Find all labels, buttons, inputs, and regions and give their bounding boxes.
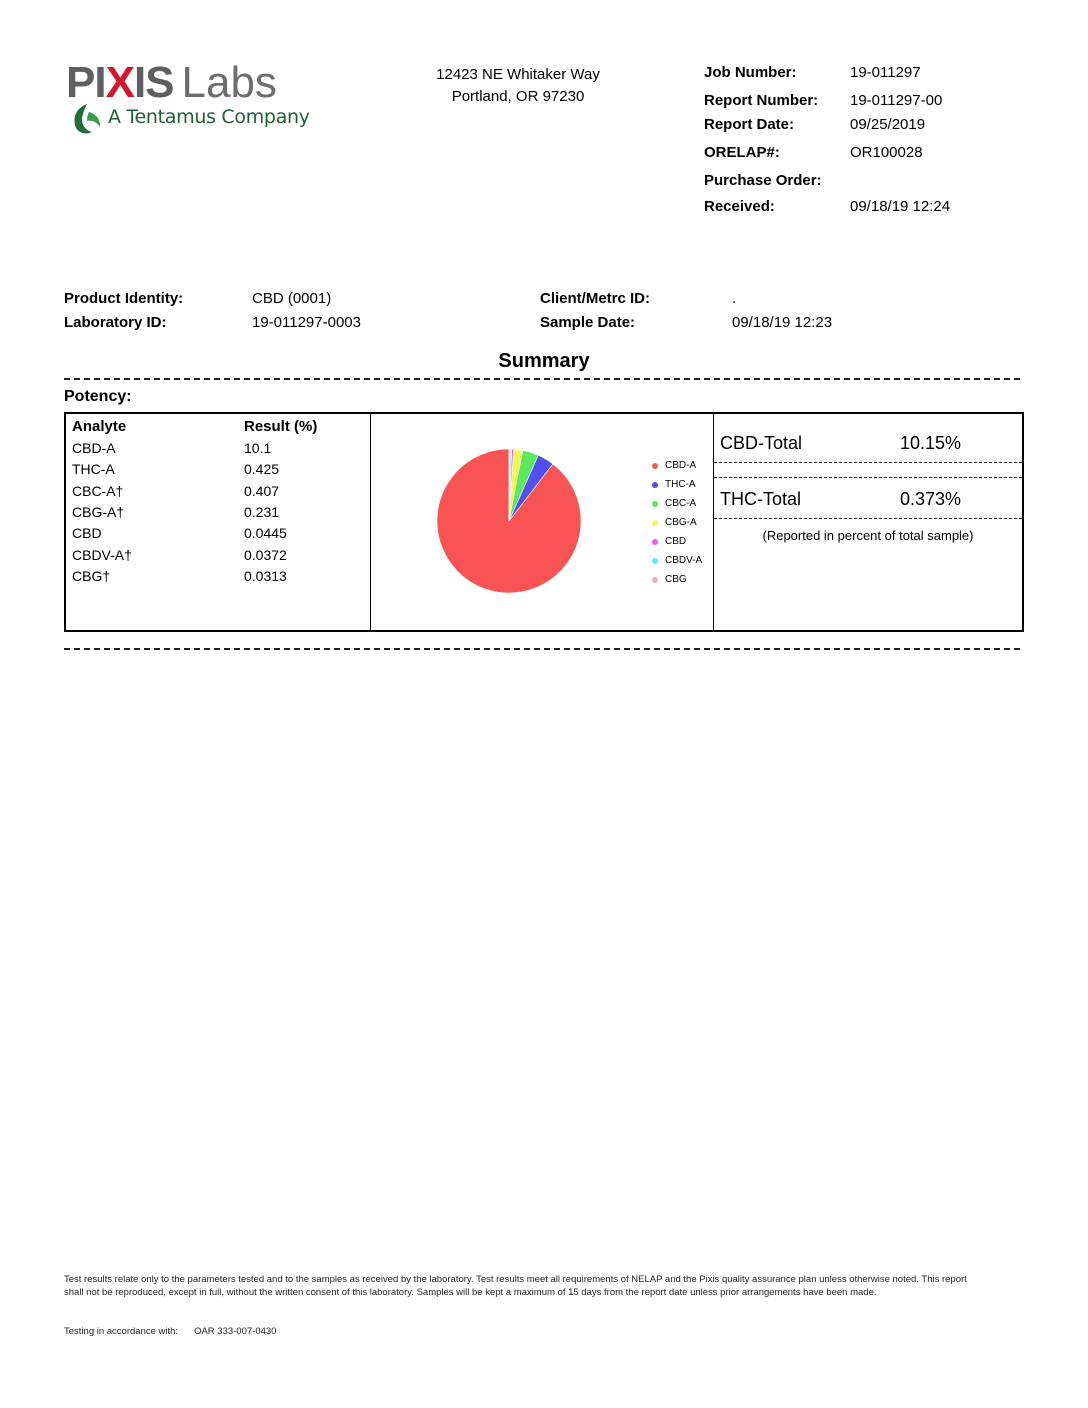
potency-label: Potency: [64,388,132,405]
legend-label: CBG-A [665,517,697,528]
legend-label: CBD-A [665,460,697,471]
orelap-label: ORELAP#: [704,144,780,161]
legend-swatch [652,501,658,507]
product-identity-value: CBD (0001) [252,290,332,307]
product-identity-label: Product Identity: [64,290,184,307]
analyte-cell: CBD-A [72,440,116,456]
address-line-2: Portland, OR 97230 [451,88,585,105]
summary-divider-top [64,378,1020,380]
logo-tagline: A Tentamus Company [108,106,310,128]
report-number-label: Report Number: [704,92,819,109]
testing-standard: OAR 333-007-0430 [194,1326,277,1337]
cbd-total-label: CBD-Total [720,433,803,453]
summary-divider-bottom [64,648,1020,650]
result-cell: 0.0445 [244,525,287,541]
analyte-cell: CBG† [72,568,111,584]
legend-label: CBC-A [665,498,697,509]
address-line-1: 12423 NE Whitaker Way [436,66,600,83]
totals-divider-2 [714,477,1022,478]
logo-wordmark [66,58,277,108]
legend-swatch [652,539,658,545]
sample-date-value: 09/18/19 12:23 [732,314,833,331]
thc-total-value: 0.373% [900,489,962,509]
thc-total-label: THC-Total [720,489,802,509]
report-number-value: 19-011297-00 [850,92,943,109]
job-number-value: 19-011297 [850,64,921,81]
logo-brand-labs: Labs [181,58,277,107]
sample-date-label: Sample Date: [540,314,636,331]
company-logo [66,58,316,138]
legend-swatch [652,520,658,526]
laboratory-id-label: Laboratory ID: [64,314,167,331]
legend-label: THC-A [665,479,696,490]
column-divider-right [713,414,714,630]
received-value: 09/18/19 12:24 [850,198,951,215]
logo-brand-b: IS [133,58,174,107]
client-id-label: Client/Metrc ID: [540,290,651,307]
result-cell: 0.425 [244,461,280,477]
footer-disclaimer: Test results relate only to the parameters tested and to the samples as received by the laboratory. Test results meet all requirements of NELAP and the Pixis quality assurance plan unless otherwise noted. This report shall not be reproduced, except in full, without the written consent of this laboratory. Samples will be kept a maximum of 15 days from the report date unless prior arrangements have been made. [64,1274,967,1298]
analyte-cell: CBG-A† [72,504,125,520]
legend-swatch [652,463,658,469]
totals-divider-3 [714,518,1022,519]
result-cell: 0.0372 [244,547,287,563]
result-cell: 0.407 [244,483,280,499]
report-date-label: Report Date: [704,116,795,133]
totals-divider-1 [714,462,1022,463]
lab-address [408,64,628,108]
analyte-column-header: Analyte [72,418,127,435]
legend-label: CBDV-A [665,555,703,566]
orelap-value: OR100028 [850,144,923,161]
analyte-cell: THC-A [72,461,115,477]
result-cell: 0.0313 [244,568,287,584]
logo-brand-x: X [105,58,134,107]
reported-note: (Reported in percent of total sample) [762,528,974,543]
leaf-icon [70,102,104,136]
legend-swatch [652,482,658,488]
result-column-header: Result (%) [244,418,318,435]
analyte-cell: CBD [72,525,102,541]
result-cell: 10.1 [244,440,272,456]
column-divider-left [370,414,371,630]
legend-label: CBG [665,574,687,585]
result-cell: 0.231 [244,504,280,520]
client-id-value: . [732,290,737,307]
legend-label: CBD [665,536,687,547]
legend-swatch [652,558,658,564]
testing-label: Testing in accordance with: [64,1326,179,1337]
legend-swatch [652,577,658,583]
report-date-value: 09/25/2019 [850,116,926,133]
analyte-cell: CBDV-A† [72,547,132,563]
received-label: Received: [704,198,775,215]
cbd-total-value: 10.15% [900,433,962,453]
purchase-order-label: Purchase Order: [704,172,822,189]
logo-brand-a: PI [66,58,106,107]
laboratory-id-value: 19-011297-0003 [252,314,361,331]
job-number-label: Job Number: [704,64,797,81]
footer-testing [64,1326,276,1337]
analyte-cell: CBC-A† [72,483,124,499]
potency-pie-chart [429,441,589,601]
summary-title: Summary [498,350,590,372]
